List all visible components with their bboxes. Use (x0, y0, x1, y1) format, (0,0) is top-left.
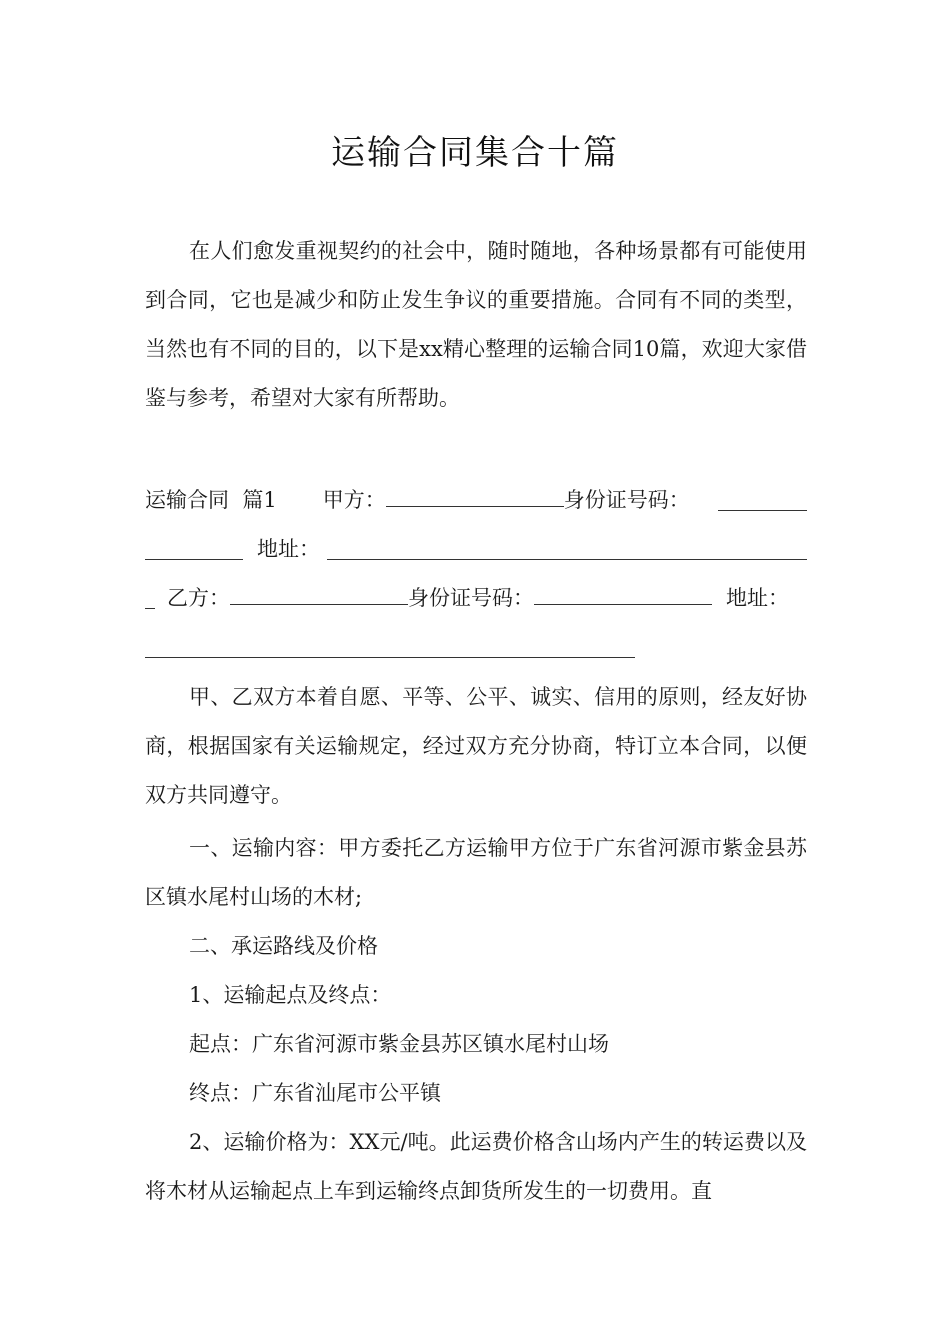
item-2-paragraph: 2、运输价格为：XX元/吨。此运费价格含山场内产生的转运费以及将木材从运输起点上车到运输终点卸货所发生的一切费用。直 (145, 1130, 807, 1203)
party-b-line (167, 574, 807, 623)
item-1-line: 1、运输起点及终点： (189, 983, 392, 1007)
clause-1-paragraph: 一、运输内容：甲方委托乙方运输甲方位于广东省河源市紫金县苏区镇水尾村山场的木材; (145, 836, 807, 909)
id-number-blank-b (534, 586, 712, 605)
article-heading: 运输合同 篇1 (145, 488, 277, 512)
address-blank-a (327, 559, 807, 560)
address-label-b: 地址： (726, 586, 789, 610)
id-number-blank-a-part2 (145, 559, 243, 560)
preamble-paragraph: 甲、乙双方本着自愿、平等、公平、诚实、信用的原则，经友好协商，根据国家有关运输规定，经过双方充分协商，特订立本合同，以便双方共同遵守。 (145, 685, 807, 807)
document-title: 运输合同集合十篇 (331, 133, 619, 173)
id-number-blank-a-part1 (718, 510, 807, 511)
party-a-label: 甲方： (322, 488, 386, 512)
intro-paragraph: 在人们愈发重视契约的社会中，随时随地，各种场景都有可能使用到合同，它也是减少和防止发生争议的重要措施。合同有不同的类型，当然也有不同的目的，以下是xx精心整理的运输合同10篇，欢迎大家借鉴与参考，希望对大家有所帮助。 (145, 239, 807, 410)
address-a-line (257, 525, 327, 574)
id-number-label-b: 身份证号码： (408, 586, 534, 610)
address-label-a: 地址： (257, 537, 320, 561)
end-point-line: 终点：广东省汕尾市公平镇 (189, 1081, 441, 1105)
party-b-name-blank (230, 586, 408, 605)
id-number-label-a: 身份证号码： (563, 488, 690, 512)
clause-2-heading: 二、承运路线及价格 (189, 934, 378, 958)
address-blank-b (145, 657, 635, 658)
party-a-name-blank (386, 488, 564, 507)
address-blank-a-tail (145, 608, 155, 609)
party-b-label: 乙方： (167, 586, 230, 610)
start-point-line: 起点：广东省河源市紫金县苏区镇水尾村山场 (189, 1032, 609, 1056)
party-a-line (145, 476, 807, 525)
